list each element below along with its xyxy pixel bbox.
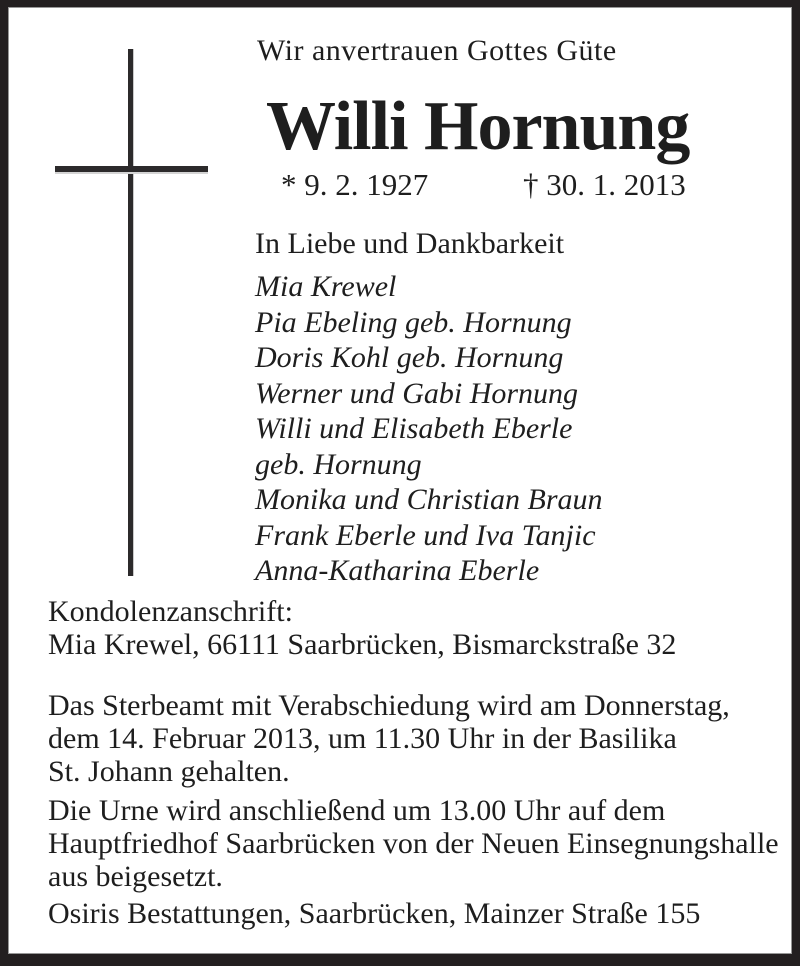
death-date: † 30. 1. 2013 (523, 167, 686, 202)
service-line: Das Sterbeamt mit Verabschiedung wird am Donnerstag, (48, 689, 730, 722)
condolence-block (48, 595, 676, 661)
service-line: St. Johann gehalten. (48, 755, 290, 788)
mourner-line: Willi und Elisabeth Eberle (255, 412, 573, 445)
mourner-line: Doris Kohl geb. Hornung (255, 341, 564, 374)
burial-paragraph (48, 794, 779, 893)
burial-line: Hauptfriedhof Saarbrücken von der Neuen Einsegnungshalle (48, 827, 779, 860)
birth-date: * 9. 2. 1927 (281, 167, 429, 202)
service-line: dem 14. Februar 2013, um 11.30 Uhr in der Basilika (48, 722, 677, 755)
burial-line: Die Urne wird anschließend um 13.00 Uhr auf dem (48, 794, 666, 827)
burial-line: aus beigesetzt. (48, 860, 223, 893)
undertaker-line: Osiris Bestattungen, Saarbrücken, Mainzer Straße 155 (48, 897, 701, 930)
mourner-line: Frank Eberle und Iva Tanjic (255, 518, 596, 552)
mourner-line: Anna-Katharina Eberle (255, 554, 540, 587)
cross-icon (128, 49, 133, 576)
epigraph-text: Wir anvertrauen Gottes Güte (257, 34, 617, 67)
mourner-line: geb. Hornung (255, 447, 422, 481)
service-paragraph (48, 689, 730, 788)
mourner-line: Werner und Gabi Hornung (255, 376, 579, 410)
intro-line: In Liebe und Dankbarkeit (255, 227, 565, 260)
mourners-list (255, 269, 603, 589)
mourner-line: Pia Ebeling geb. Hornung (255, 305, 572, 339)
condolence-address: Mia Krewel, 66111 Saarbrücken, Bismarckstraße 32 (48, 628, 677, 661)
deceased-name: Willi Hornung (266, 88, 690, 165)
mourner-line: Monika und Christian Braun (255, 483, 603, 516)
condolence-label: Kondolenzanschrift: (48, 595, 293, 628)
mourner-line: Mia Krewel (255, 270, 397, 303)
cross-icon-bar (55, 166, 208, 172)
